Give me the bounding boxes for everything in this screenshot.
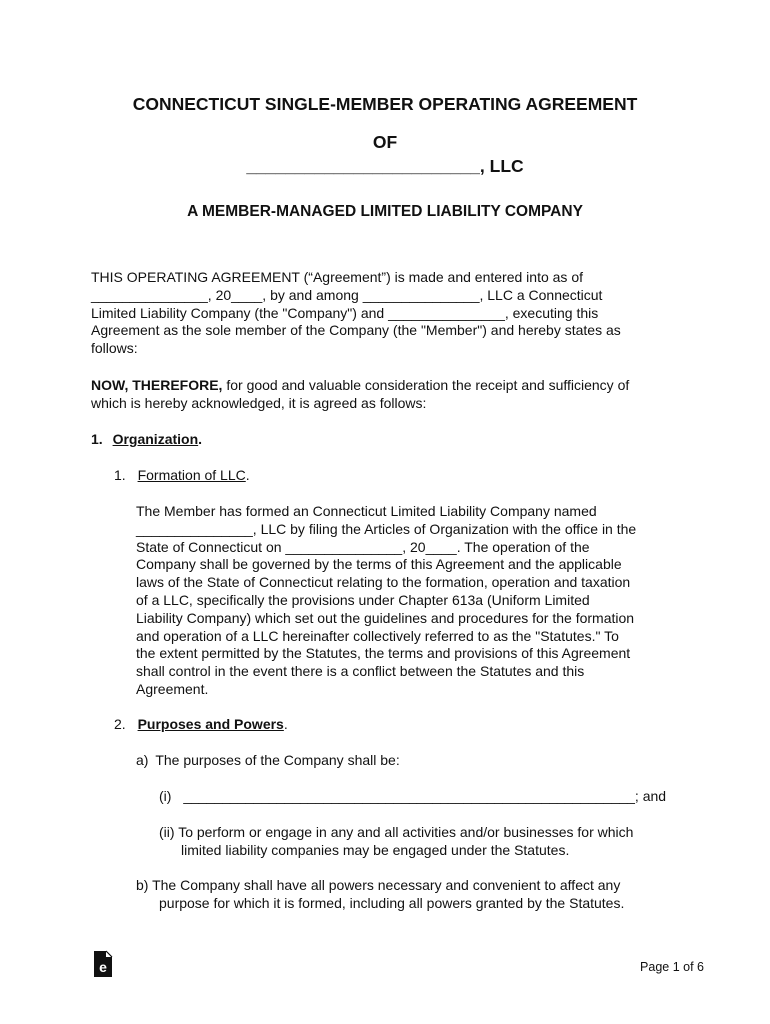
item-text: __________________________________________________________; and (183, 788, 667, 804)
formation-line: shall control in the event there is a conflict between the Statutes and this (136, 663, 585, 680)
item-label: (ii) (159, 824, 175, 840)
intro-line: THIS OPERATING AGREEMENT (“Agreement”) is made and entered into as of (91, 269, 583, 285)
therefore-line2: which is hereby acknowledged, it is agreed as follows: (91, 394, 427, 411)
svg-text:e: e (99, 959, 107, 975)
item-ii (159, 824, 633, 860)
intro-line: follows: (91, 340, 138, 357)
eforms-logo-icon (92, 950, 114, 978)
item-label: (i) (159, 788, 172, 804)
item-text-cont: purpose for which it is formed, including all powers granted by the Statutes. (159, 894, 625, 911)
subsection-title: Formation of LLC (137, 467, 246, 483)
formation-line: Company shall be governed by the terms of this Agreement and the applicable (136, 556, 622, 573)
intro-paragraph (91, 269, 621, 358)
formation-line: The Member has formed an Connecticut Limited Liability Company named (136, 503, 597, 519)
item-text: The Company shall have all powers necessary and convenient to affect any (152, 877, 621, 893)
formation-line: Liability Company) which set out the guidelines and procedures for the formation (136, 609, 635, 626)
formation-line: laws of the State of Connecticut relating to the formation, operation and taxation (136, 574, 631, 591)
formation-line: the extent permitted by the Statutes, the terms and provisions of this Agreement (136, 645, 631, 662)
item-text-cont: limited liability companies may be engaged under the Statutes. (181, 841, 570, 858)
formation-line: of a LLC, specifically the provisions under Chapter 613a (Uniform Limited (136, 591, 590, 608)
subsection-number: 2. (114, 716, 126, 732)
item-i (159, 788, 666, 806)
therefore-paragraph (91, 377, 629, 413)
intro-line: Agreement as the sole member of the Company (the "Member") and hereby states as (91, 322, 621, 339)
page-number: Page 1 of 6 (640, 960, 704, 974)
subsection-2-heading: 2. Purposes and Powers. (114, 716, 288, 732)
therefore-bold: NOW, THEREFORE, (91, 377, 223, 393)
item-text: The purposes of the Company shall be: (155, 752, 400, 768)
formation-line: State of Connecticut on _______________, 20____. The operation of the (136, 538, 590, 555)
item-b (136, 877, 624, 913)
formation-line: _______________, LLC by filing the Articles of Organization with the office in the (136, 520, 637, 537)
document-title: CONNECTICUT SINGLE-MEMBER OPERATING AGREEMENT (132, 94, 638, 114)
document-of: OF (372, 132, 398, 152)
section-number: 1. (91, 431, 103, 447)
subsection-1-heading: 1. Formation of LLC. (114, 467, 250, 483)
item-label: b) (136, 877, 149, 893)
subsection-number: 1. (114, 467, 126, 483)
intro-line: Limited Liability Company (the "Company") and _______________, executing this (91, 304, 599, 321)
section-1-heading: 1. Organization. (91, 431, 203, 447)
formation-line: and operation of a LLC hereinafter collectively referred to as the "Statutes." To (136, 627, 619, 644)
formation-paragraph (136, 503, 636, 699)
formation-line: Agreement. (136, 680, 209, 697)
item-text: To perform or engage in any and all activities and/or businesses for which (178, 824, 634, 840)
therefore-text: for good and valuable consideration the receipt and sufficiency of (222, 377, 630, 393)
subsection-title: Purposes and Powers (137, 716, 284, 732)
document-subtitle: A MEMBER-MANAGED LIMITED LIABILITY COMPANY (187, 203, 583, 220)
company-name-blank: ________________________, LLC (246, 156, 524, 176)
item-a (136, 752, 400, 770)
section-title: Organization (112, 431, 199, 447)
intro-line: _______________, 20____, by and among _______________, LLC a Connecticut (91, 286, 603, 303)
item-label: a) (136, 752, 149, 768)
